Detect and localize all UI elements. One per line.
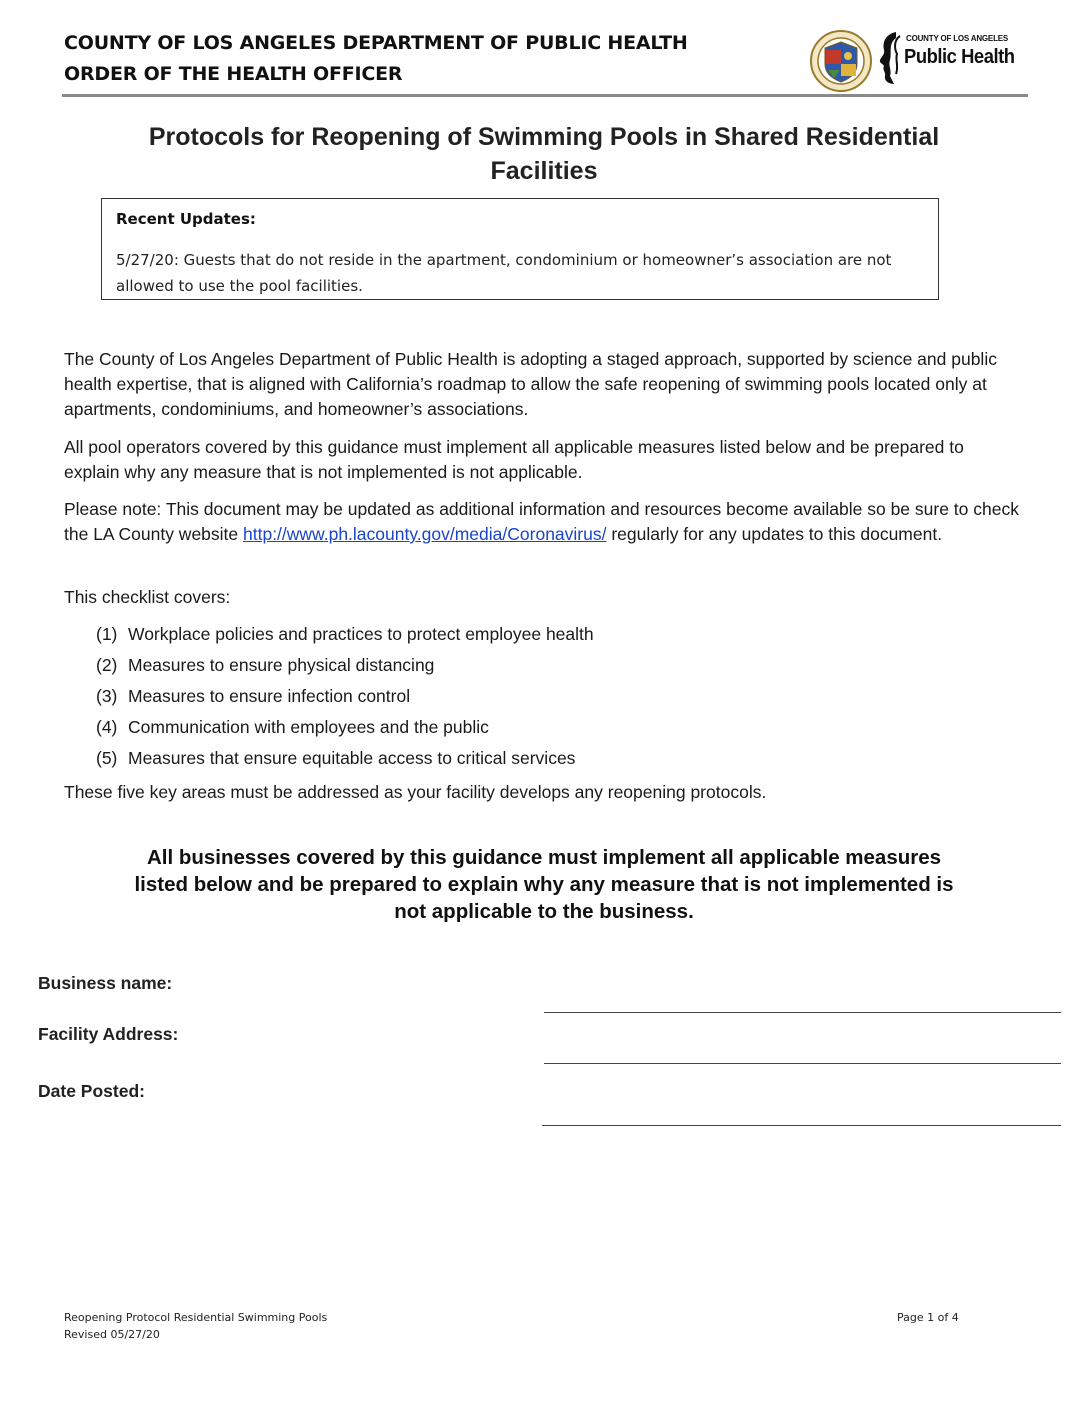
requirement-line-2: listed below and be prepared to explain why any measure that is not implemented is — [134, 873, 954, 896]
header-department: COUNTY OF LOS ANGELES DEPARTMENT OF PUBLIC HEALTH — [64, 32, 688, 54]
list-item — [96, 715, 594, 746]
logo-county-text: COUNTY OF LOS ANGELES — [906, 34, 1009, 43]
title-line-2: Facilities — [490, 157, 598, 185]
list-item-number: (4) — [96, 717, 118, 737]
header-order: ORDER OF THE HEALTH OFFICER — [64, 63, 403, 85]
title-line-1: Protocols for Reopening of Swimming Pools in Shared Residential — [148, 123, 940, 151]
key-areas-text: These five key areas must be addressed as your facility develops any reopening protocols. — [64, 782, 767, 802]
list-item — [96, 684, 594, 715]
business-name-label: Business name: — [38, 973, 173, 993]
business-name-field[interactable] — [544, 1012, 1061, 1013]
list-item — [96, 653, 594, 684]
list-item-text: Workplace policies and practices to protect employee health — [128, 624, 594, 644]
intro-paragraph-4 — [64, 585, 1024, 610]
logo-public-health-text: Public Health — [904, 46, 1015, 68]
recent-updates-text: 5/27/20: Guests that do not reside in the apartment, condominium or homeowner’s association are not allowed to use the pool facilities. — [116, 251, 892, 295]
date-posted-field[interactable] — [542, 1125, 1061, 1126]
list-item — [96, 622, 594, 653]
list-item-text: Measures that ensure equitable access to critical services — [128, 748, 576, 768]
intro-paragraph-2 — [64, 435, 1024, 485]
key-areas-note — [64, 780, 1024, 805]
requirement-line-1: All businesses covered by this guidance must implement all applicable measures — [146, 846, 942, 869]
document-header — [64, 28, 688, 90]
page-number: Page 1 of 4 — [897, 1311, 959, 1324]
note-text-start: Please note: This document may be updated as additional information and resources become available so be sure to check the LA County website — [64, 499, 1019, 544]
requirement-statement — [64, 844, 1024, 925]
intro-text-3 — [64, 497, 1024, 547]
intro-paragraph-3 — [64, 497, 1024, 547]
date-posted-label: Date Posted: — [38, 1081, 145, 1101]
list-item-text: Communication with employees and the public — [128, 717, 489, 737]
county-seal-icon — [810, 30, 872, 92]
coronavirus-website-link[interactable]: http://www.ph.lacounty.gov/media/Coronavirus/ — [243, 524, 607, 544]
list-item-number: (5) — [96, 748, 118, 768]
footer-document-name: Reopening Protocol Residential Swimming Pools — [64, 1311, 328, 1324]
intro-text-1: The County of Los Angeles Department of Public Health is adopting a staged approach, supported by science and public health expertise, that is aligned with California’s roadmap to allow the safe reopening of swimming pools located only at apartments, condominiums, and homeowner’s associations. — [64, 349, 997, 419]
checklist-intro: This checklist covers: — [64, 587, 231, 607]
requirement-line-3: not applicable to the business. — [394, 900, 694, 923]
list-item-number: (1) — [96, 624, 118, 644]
intro-text-2: All pool operators covered by this guidance must implement all applicable measures listed below and be prepared to explain why any measure that is not implemented is not applicable. — [64, 437, 964, 482]
list-item — [96, 746, 594, 777]
list-item-number: (3) — [96, 686, 118, 706]
checklist — [96, 622, 594, 777]
footer-revised-date: Revised 05/27/20 — [64, 1328, 160, 1341]
list-item-number: (2) — [96, 655, 118, 675]
public-health-logo — [876, 30, 1026, 86]
intro-paragraph-1 — [64, 347, 1024, 422]
header-divider — [62, 94, 1028, 97]
facility-address-field[interactable] — [544, 1063, 1061, 1064]
page-title — [64, 120, 1024, 188]
recent-updates-box — [101, 198, 939, 300]
recent-updates-heading: Recent Updates: — [116, 210, 256, 228]
facility-address-label: Facility Address: — [38, 1024, 179, 1044]
footer-left — [64, 1309, 327, 1343]
profile-silhouette-icon — [876, 30, 906, 86]
note-text-end: regularly for any updates to this document. — [606, 524, 943, 544]
list-item-text: Measures to ensure infection control — [128, 686, 411, 706]
list-item-text: Measures to ensure physical distancing — [128, 655, 435, 675]
